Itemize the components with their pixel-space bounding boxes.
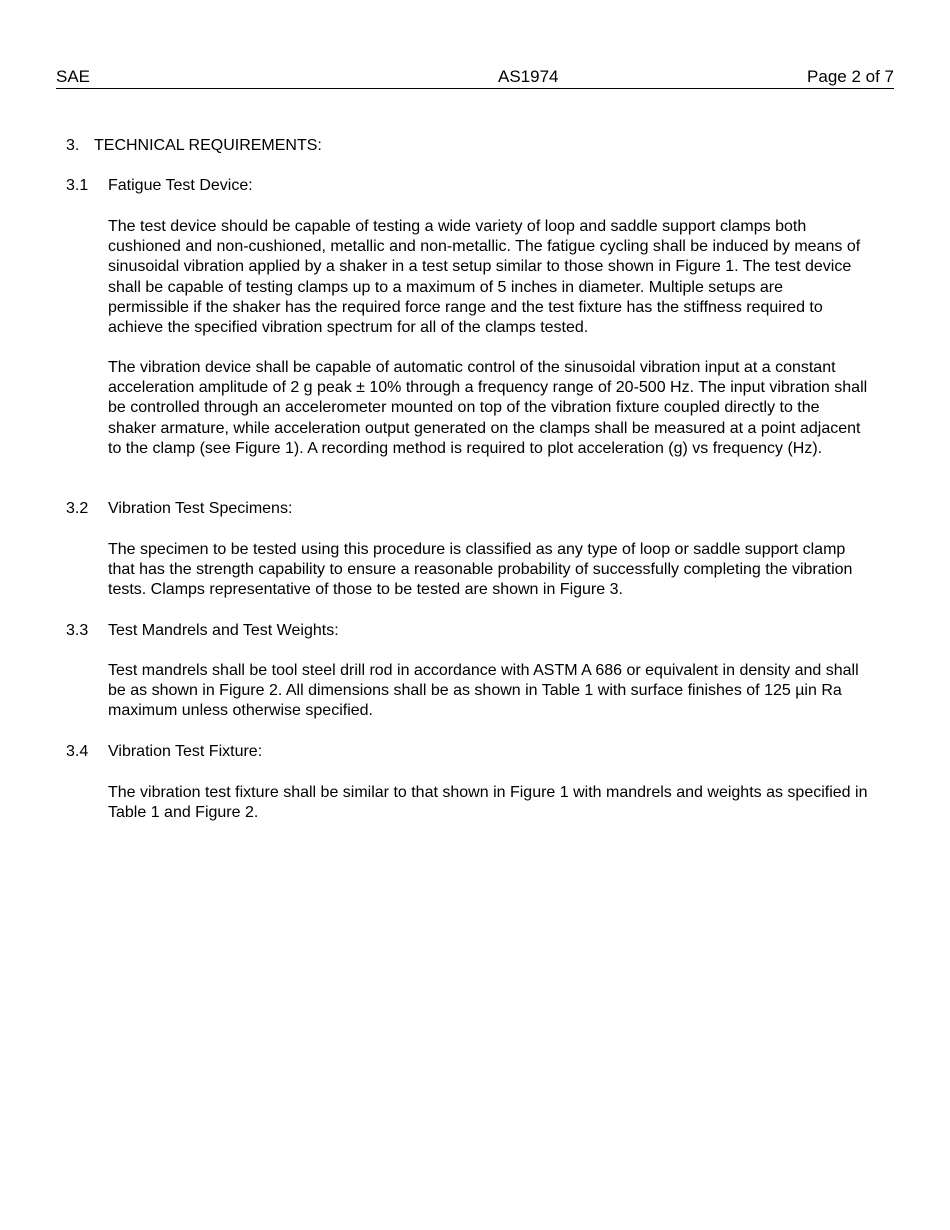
section-number: 3. (66, 137, 80, 154)
header-organization: SAE (56, 67, 91, 86)
subsection-number: 3.3 (66, 622, 89, 639)
page-header (56, 66, 894, 89)
subsection-number: 3.4 (66, 743, 89, 760)
subsection-title: Fatigue Test Device: (108, 177, 253, 194)
subsection-title: Vibration Test Specimens: (108, 500, 293, 517)
paragraph-3-1-a: The test device should be capable of testing a wide variety of loop and saddle support clamps both cushioned and non-cushioned, metallic and non-metallic. The fatigue cycling shall be induced by means of sinusoidal vibration applied by a shaker in a test setup similar to those shown in Figure 1. The test device shall be capable of testing clamps up to a maximum of 5 inches in diameter. Multiple setups are permissible if the shaker has the required force range and the test fixture has the stiffness required to achieve the specified vibration spectrum for all of the clamps tested. (108, 218, 861, 337)
section-heading (66, 136, 322, 156)
subsection-title: Vibration Test Fixture: (108, 743, 263, 760)
subsection-number: 3.1 (66, 177, 89, 194)
header-document-number: AS1974 (498, 67, 559, 86)
header-page-number: Page 2 of 7 (807, 67, 894, 86)
paragraph-3-2: The specimen to be tested using this procedure is classified as any type of loop or saddle support clamp that has the strength capability to ensure a reasonable probability of successfully completing the vibration tests. Clamps representative of those to be tested are shown in Figure 3. (108, 541, 853, 599)
subsection-title: Test Mandrels and Test Weights: (108, 622, 339, 639)
paragraph-3-1-b: The vibration device shall be capable of automatic control of the sinusoidal vibration input at a constant acceleration amplitude of 2 g peak ± 10% through a frequency range of 20-500 Hz. The input vibration shall be controlled through an accelerometer mounted on top of the vibration fixture coupled directly to the shaker armature, while acceleration output generated on the clamps shall be measured at a point adjacent to the clamp (see Figure 1). A recording method is required to plot acceleration (g) vs frequency (Hz). (108, 359, 868, 457)
subsection-number: 3.2 (66, 500, 89, 517)
paragraph-3-3: Test mandrels shall be tool steel drill rod in accordance with ASTM A 686 or equivalent in density and shall be as shown in Figure 2. All dimensions shall be as shown in Table 1 with surface finishes of 125 µin Ra maximum unless otherwise specified. (108, 662, 859, 720)
paragraph-3-4: The vibration test fixture shall be similar to that shown in Figure 1 with mandrels and weights as specified in Table 1 and Figure 2. (108, 784, 868, 822)
section-title: TECHNICAL REQUIREMENTS: (94, 137, 322, 154)
